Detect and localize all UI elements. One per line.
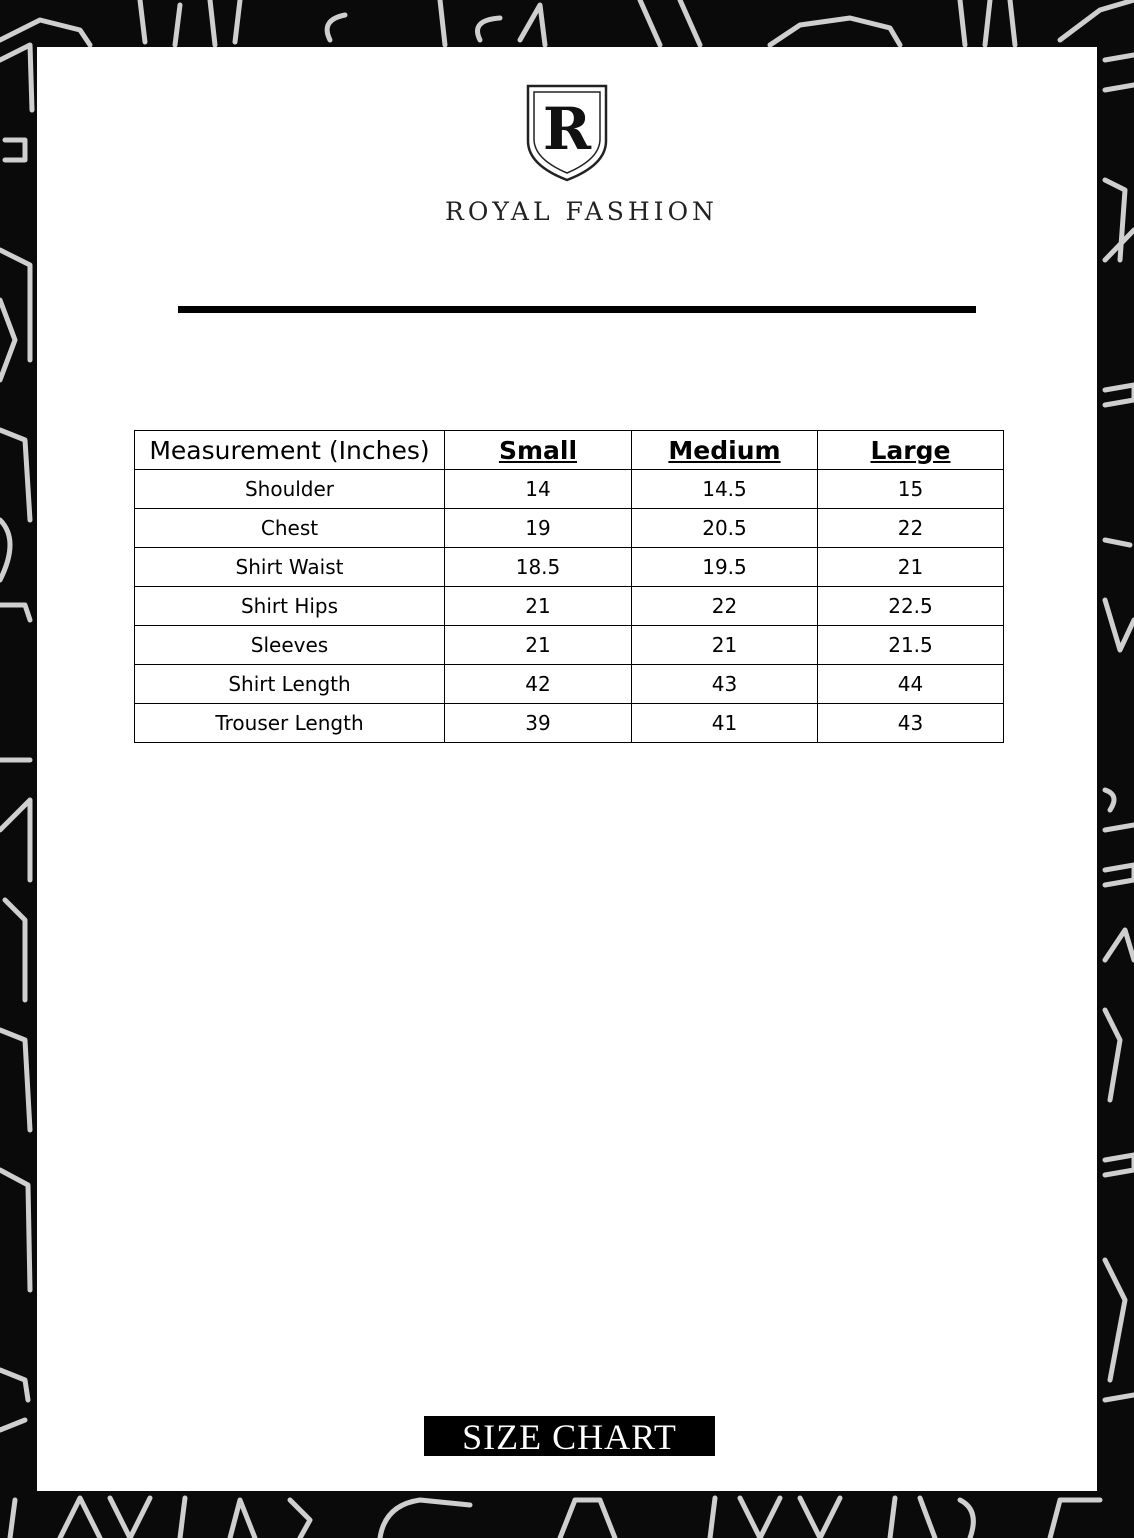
row-label: Sleeves <box>135 626 445 665</box>
row-label: Trouser Length <box>135 704 445 743</box>
size-chart-page <box>37 47 1097 1491</box>
small-column-header: Small <box>445 431 632 470</box>
table-row <box>135 665 1004 704</box>
brand-logo <box>37 83 1097 226</box>
large-value: 44 <box>818 665 1004 704</box>
brand-name: ROYAL FASHION <box>445 197 718 226</box>
large-value: 21 <box>818 548 1004 587</box>
table-header-row <box>135 431 1004 470</box>
large-value: 43 <box>818 704 1004 743</box>
medium-value: 14.5 <box>632 470 818 509</box>
medium-value: 19.5 <box>632 548 818 587</box>
row-label: Shirt Waist <box>135 548 445 587</box>
medium-value: 21 <box>632 626 818 665</box>
table-row <box>135 626 1004 665</box>
row-label: Shirt Length <box>135 665 445 704</box>
small-value: 21 <box>445 587 632 626</box>
shield-monogram-icon <box>524 83 610 183</box>
brand-monogram: R <box>542 95 592 163</box>
medium-value: 41 <box>632 704 818 743</box>
small-value: 42 <box>445 665 632 704</box>
medium-value: 22 <box>632 587 818 626</box>
row-label: Shirt Hips <box>135 587 445 626</box>
small-value: 39 <box>445 704 632 743</box>
large-value: 22.5 <box>818 587 1004 626</box>
small-value: 14 <box>445 470 632 509</box>
small-value: 18.5 <box>445 548 632 587</box>
measurement-column-header: Measurement (Inches) <box>135 431 445 470</box>
medium-value: 43 <box>632 665 818 704</box>
medium-value: 20.5 <box>632 509 818 548</box>
small-value: 19 <box>445 509 632 548</box>
row-label: Chest <box>135 509 445 548</box>
table-row <box>135 509 1004 548</box>
large-column-header: Large <box>818 431 1004 470</box>
row-label: Shoulder <box>135 470 445 509</box>
large-value: 21.5 <box>818 626 1004 665</box>
small-value: 21 <box>445 626 632 665</box>
size-table <box>134 430 1004 743</box>
large-value: 22 <box>818 509 1004 548</box>
large-value: 15 <box>818 470 1004 509</box>
table-row <box>135 470 1004 509</box>
divider <box>178 306 976 313</box>
table-row <box>135 704 1004 743</box>
medium-column-header: Medium <box>632 431 818 470</box>
table-row <box>135 548 1004 587</box>
size-chart-label: SIZE CHART <box>424 1416 715 1456</box>
table-row <box>135 587 1004 626</box>
